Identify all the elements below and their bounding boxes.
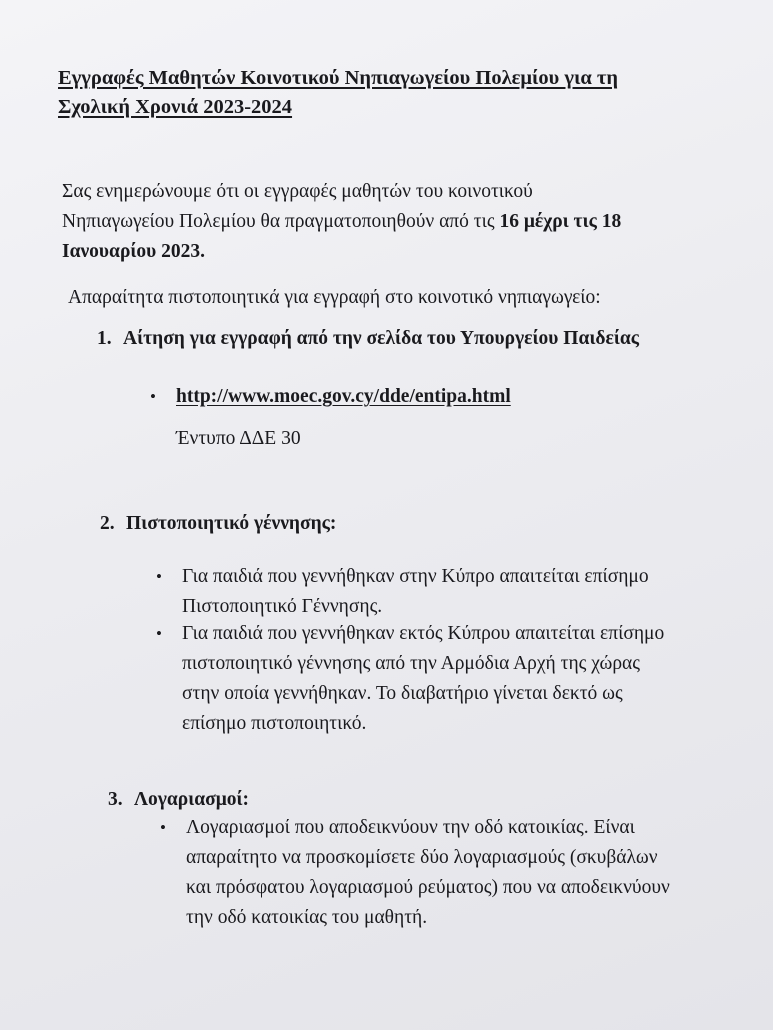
bullet-line: Λογαριασμοί που αποδεικνύουν την οδό κατοικίας. Είναι	[186, 817, 635, 838]
requirements-heading: Απαραίτητα πιστοποιητικά για εγγραφή στο κοινοτικό νηπιαγωγείο:	[68, 287, 601, 308]
section-2-number: 2.	[100, 513, 115, 534]
section-2-bullet-1	[156, 562, 649, 622]
moec-link[interactable]: http://www.moec.gov.cy/dde/entipa.html	[176, 386, 511, 407]
section-3-bullet-1	[160, 813, 670, 933]
title-line-1: Εγγραφές Μαθητών Κοινοτικού Νηπιαγωγείου Πολεμίου για τη	[58, 67, 619, 89]
bullet-line: Για παιδιά που γεννήθηκαν στην Κύπρο απαιτείται επίσημο	[182, 566, 649, 587]
bullet-line: απαραίτητο να προσκομίσετε δύο λογαριασμούς (σκυβάλων	[186, 847, 658, 868]
section-2-title: Πιστοποιητικό γέννησης:	[126, 513, 337, 534]
section-3-number: 3.	[108, 789, 123, 810]
section-1-number: 1.	[97, 328, 112, 349]
intro-line-2: Νηπιαγωγείου Πολεμίου θα πραγματοποιηθούν από τις	[62, 211, 500, 232]
bullet-icon: •	[156, 567, 162, 586]
bullet-line: πιστοποιητικό γέννησης από την Αρμόδια Αρχή της χώρας	[182, 653, 640, 674]
section-1-link-item	[150, 382, 511, 412]
title-line-2: Σχολική Χρονιά 2023-2024	[58, 96, 293, 118]
section-2-bullet-2	[156, 619, 665, 739]
bullet-line: την οδό κατοικίας του μαθητή.	[186, 907, 428, 928]
intro-month: Ιανουαρίου 2023.	[62, 241, 206, 262]
section-1-title: Αίτηση για εγγραφή από την σελίδα του Υπουργείου Παιδείας	[123, 328, 639, 349]
bullet-icon: •	[156, 624, 162, 643]
section-3-title: Λογαριασμοί:	[134, 789, 250, 810]
bullet-line: επίσημο πιστοποιητικό.	[182, 713, 367, 734]
intro-line-1: Σας ενημερώνουμε ότι οι εγγραφές μαθητών του κοινοτικού	[62, 181, 533, 202]
bullet-line: Πιστοποιητικό Γέννησης.	[182, 596, 383, 617]
section-3-heading	[108, 785, 249, 815]
bullet-line: Για παιδιά που γεννήθηκαν εκτός Κύπρου απαιτείται επίσημο	[182, 623, 665, 644]
document-title	[58, 64, 698, 122]
form-name: Έντυπο ΔΔΕ 30	[176, 428, 301, 449]
bullet-line: στην οποία γεννήθηκαν. Το διαβατήριο γίνεται δεκτό ως	[182, 683, 623, 704]
intro-paragraph	[62, 177, 712, 267]
intro-dates: 16 μέχρι τις 18	[499, 211, 622, 232]
bullet-icon: •	[150, 387, 156, 406]
section-1-heading	[97, 324, 639, 354]
section-2-heading	[100, 509, 336, 539]
bullet-icon: •	[160, 818, 166, 837]
bullet-line: και πρόσφατου λογαριασμού ρεύματος) που να αποδεικνύουν	[186, 877, 670, 898]
